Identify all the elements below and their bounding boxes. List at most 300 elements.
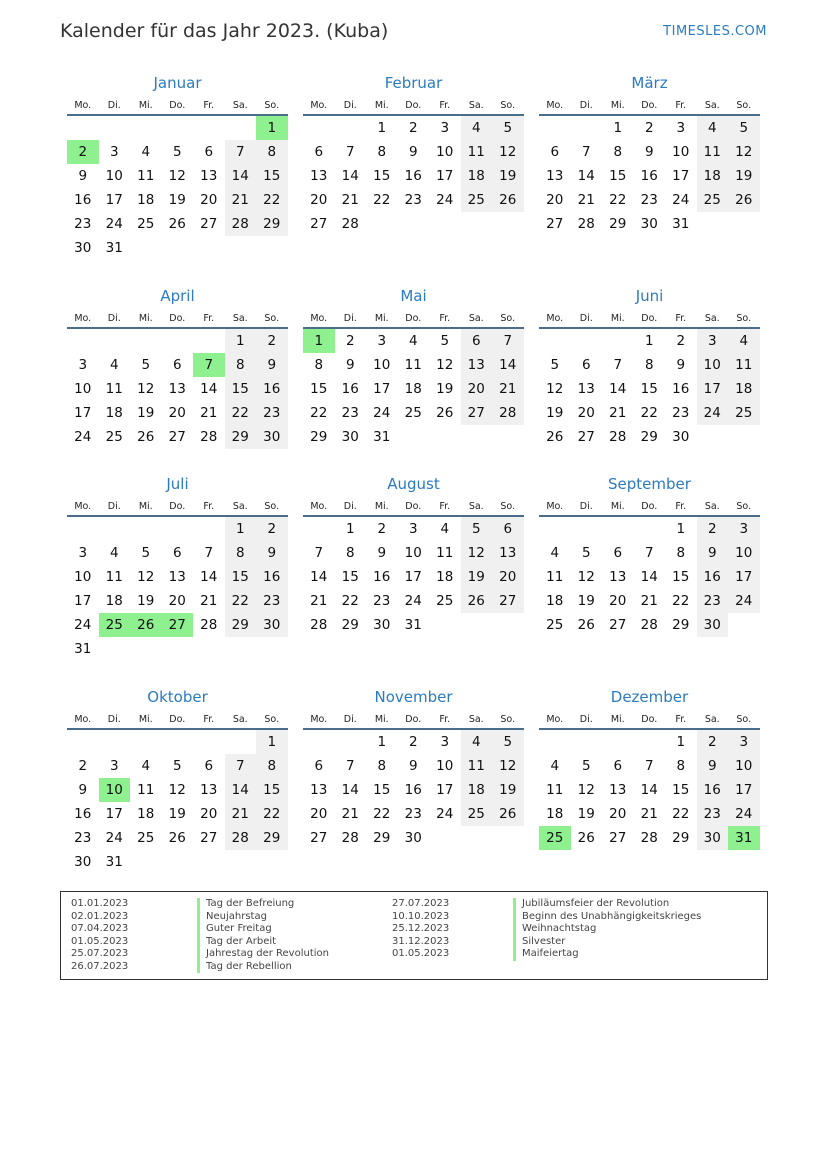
day-cell: 7 xyxy=(204,545,214,561)
day-cell: 3 xyxy=(676,120,686,136)
day-grid xyxy=(303,116,524,236)
day-cell: 24 xyxy=(105,216,123,232)
day-cell: 16 xyxy=(640,168,658,184)
day-cell: 19 xyxy=(461,565,493,589)
day-cell: 23 xyxy=(341,405,359,421)
day-cell: 22 xyxy=(310,405,328,421)
day-cell: 30 xyxy=(256,425,288,449)
weekday-label: Mi. xyxy=(138,100,153,111)
day-cell: 16 xyxy=(256,565,288,589)
holiday-day-cell: 2 xyxy=(67,140,99,164)
day-cell: 6 xyxy=(204,758,214,774)
day-cell: 16 xyxy=(672,381,690,397)
month-4 xyxy=(303,285,524,449)
legend-date: 01.01.2023 xyxy=(71,898,129,909)
day-cell: 24 xyxy=(697,401,729,425)
day-cell: 5 xyxy=(440,333,450,349)
day-cell: 25 xyxy=(137,216,155,232)
empty-cell xyxy=(67,329,99,353)
day-cell: 18 xyxy=(404,381,422,397)
day-cell: 29 xyxy=(373,830,391,846)
day-cell: 22 xyxy=(225,589,257,613)
day-cell: 29 xyxy=(341,617,359,633)
day-cell: 17 xyxy=(728,565,760,589)
day-cell: 9 xyxy=(676,357,686,373)
day-cell: 8 xyxy=(676,758,686,774)
day-cell: 15 xyxy=(310,381,328,397)
empty-cell xyxy=(539,730,571,754)
empty-cell xyxy=(571,329,603,353)
day-cell: 12 xyxy=(137,569,155,585)
weekday-label: Fr. xyxy=(675,501,687,512)
weekday-label: Fr. xyxy=(675,100,687,111)
day-cell: 26 xyxy=(728,188,760,212)
day-grid xyxy=(539,116,760,236)
weekday-label: Fr. xyxy=(675,313,687,324)
weekday-label: Do. xyxy=(405,313,422,324)
legend-date: 02.01.2023 xyxy=(71,910,129,922)
legend-date: 01.05.2023 xyxy=(71,935,129,947)
day-cell: 31 xyxy=(105,854,123,870)
day-cell: 7 xyxy=(345,144,355,160)
day-cell: 23 xyxy=(74,830,92,846)
day-cell: 23 xyxy=(404,806,422,822)
weekday-label: Sa. xyxy=(704,501,720,512)
empty-cell xyxy=(225,116,257,140)
empty-cell xyxy=(130,329,162,353)
weekday-label: Di. xyxy=(343,313,357,324)
day-cell: 30 xyxy=(697,826,729,850)
month-3 xyxy=(67,285,288,449)
weekday-label: Di. xyxy=(107,714,121,725)
weekday-label: Mi. xyxy=(138,501,153,512)
day-cell: 14 xyxy=(200,381,218,397)
day-cell: 11 xyxy=(461,140,493,164)
day-cell: 4 xyxy=(109,545,119,561)
day-cell: 5 xyxy=(550,357,560,373)
holiday-day-cell: 26 xyxy=(130,613,162,637)
day-cell: 4 xyxy=(550,758,560,774)
day-cell: 9 xyxy=(345,357,355,373)
day-cell: 17 xyxy=(74,405,92,421)
day-cell: 15 xyxy=(225,565,257,589)
day-cell: 21 xyxy=(341,192,359,208)
weekday-label: Sa. xyxy=(232,313,248,324)
day-cell: 1 xyxy=(676,521,686,537)
day-cell: 15 xyxy=(373,168,391,184)
day-cell: 21 xyxy=(609,405,627,421)
day-cell: 28 xyxy=(640,617,658,633)
weekday-label: Fr. xyxy=(675,714,687,725)
empty-cell xyxy=(193,730,225,754)
day-cell: 9 xyxy=(256,353,288,377)
empty-cell xyxy=(571,116,603,140)
empty-cell xyxy=(193,116,225,140)
weekday-label: Fr. xyxy=(439,714,451,725)
day-cell: 3 xyxy=(377,333,387,349)
month-name: Juni xyxy=(635,287,664,305)
day-cell: 21 xyxy=(310,593,328,609)
day-cell: 29 xyxy=(672,830,690,846)
day-cell: 18 xyxy=(137,806,155,822)
day-cell: 3 xyxy=(78,357,88,373)
day-cell: 28 xyxy=(225,212,257,236)
day-cell: 31 xyxy=(404,617,422,633)
day-cell: 14 xyxy=(609,381,627,397)
day-cell: 3 xyxy=(78,545,88,561)
day-cell: 16 xyxy=(74,806,92,822)
day-cell: 2 xyxy=(256,329,288,353)
day-cell: 26 xyxy=(546,429,564,445)
day-cell: 5 xyxy=(492,730,524,754)
day-cell: 10 xyxy=(74,569,92,585)
day-cell: 19 xyxy=(577,593,595,609)
day-cell: 24 xyxy=(373,405,391,421)
day-cell: 11 xyxy=(546,782,564,798)
day-cell: 19 xyxy=(546,405,564,421)
day-cell: 7 xyxy=(644,545,654,561)
holiday-day-cell: 10 xyxy=(99,778,131,802)
day-cell: 8 xyxy=(613,144,623,160)
day-cell: 1 xyxy=(225,517,257,541)
day-cell: 19 xyxy=(168,806,186,822)
weekday-label: Mi. xyxy=(610,313,625,324)
day-cell: 9 xyxy=(256,541,288,565)
day-cell: 14 xyxy=(341,782,359,798)
day-cell: 28 xyxy=(310,617,328,633)
day-cell: 10 xyxy=(105,168,123,184)
day-cell: 4 xyxy=(109,357,119,373)
day-cell: 8 xyxy=(644,357,654,373)
day-cell: 12 xyxy=(577,569,595,585)
day-cell: 4 xyxy=(728,329,760,353)
empty-cell xyxy=(99,116,131,140)
empty-cell xyxy=(193,517,225,541)
day-cell: 26 xyxy=(461,589,493,613)
day-cell: 17 xyxy=(697,377,729,401)
empty-cell xyxy=(539,329,571,353)
day-cell: 9 xyxy=(697,541,729,565)
empty-cell xyxy=(571,517,603,541)
day-cell: 2 xyxy=(78,758,88,774)
day-cell: 2 xyxy=(256,517,288,541)
empty-cell xyxy=(539,116,571,140)
empty-cell xyxy=(539,517,571,541)
day-cell: 10 xyxy=(697,353,729,377)
day-cell: 30 xyxy=(640,216,658,232)
day-cell: 20 xyxy=(546,192,564,208)
day-cell: 25 xyxy=(697,188,729,212)
day-cell: 15 xyxy=(225,377,257,401)
empty-cell xyxy=(634,517,666,541)
weekday-label: Mi. xyxy=(374,501,389,512)
day-cell: 20 xyxy=(168,593,186,609)
day-cell: 22 xyxy=(672,593,690,609)
day-cell: 14 xyxy=(640,782,658,798)
day-cell: 29 xyxy=(672,617,690,633)
day-cell: 18 xyxy=(105,593,123,609)
day-cell: 20 xyxy=(492,565,524,589)
day-cell: 21 xyxy=(640,593,658,609)
weekday-label: Mo. xyxy=(74,313,92,324)
empty-cell xyxy=(67,116,99,140)
day-cell: 2 xyxy=(408,734,418,750)
day-cell: 23 xyxy=(74,216,92,232)
day-cell: 13 xyxy=(310,782,328,798)
day-cell: 16 xyxy=(373,569,391,585)
day-cell: 30 xyxy=(672,429,690,445)
day-cell: 27 xyxy=(461,401,493,425)
day-cell: 18 xyxy=(697,164,729,188)
day-cell: 17 xyxy=(105,806,123,822)
weekday-label: Di. xyxy=(579,313,593,324)
day-cell: 25 xyxy=(728,401,760,425)
month-name: Mai xyxy=(400,287,427,305)
weekday-label: Do. xyxy=(641,714,658,725)
day-cell: 13 xyxy=(310,168,328,184)
day-cell: 9 xyxy=(408,144,418,160)
day-cell: 21 xyxy=(200,405,218,421)
day-grid xyxy=(303,517,524,637)
day-cell: 31 xyxy=(672,216,690,232)
day-cell: 22 xyxy=(672,806,690,822)
day-cell: 15 xyxy=(256,778,288,802)
day-cell: 20 xyxy=(609,806,627,822)
day-cell: 22 xyxy=(225,401,257,425)
day-cell: 4 xyxy=(461,730,493,754)
day-cell: 2 xyxy=(676,333,686,349)
day-cell: 22 xyxy=(640,405,658,421)
legend-date: 10.10.2023 xyxy=(392,910,450,922)
day-cell: 27 xyxy=(546,216,564,232)
day-cell: 2 xyxy=(408,120,418,136)
day-cell: 29 xyxy=(225,425,257,449)
weekday-label: So. xyxy=(264,100,280,111)
weekday-label: So. xyxy=(736,501,752,512)
day-cell: 4 xyxy=(141,758,151,774)
weekday-label: Fr. xyxy=(439,313,451,324)
empty-cell xyxy=(162,730,194,754)
day-cell: 17 xyxy=(74,593,92,609)
legend-date: 01.05.2023 xyxy=(392,948,450,959)
day-cell: 17 xyxy=(436,168,454,184)
empty-cell xyxy=(335,730,367,754)
day-cell: 19 xyxy=(728,164,760,188)
day-cell: 18 xyxy=(461,778,493,802)
month-2 xyxy=(539,72,760,236)
weekday-label: Di. xyxy=(579,501,593,512)
day-grid xyxy=(303,730,524,850)
day-cell: 26 xyxy=(168,216,186,232)
day-cell: 12 xyxy=(546,381,564,397)
weekday-label: Sa. xyxy=(704,714,720,725)
day-cell: 13 xyxy=(577,381,595,397)
day-cell: 19 xyxy=(168,192,186,208)
day-cell: 18 xyxy=(436,569,454,585)
weekday-label: Do. xyxy=(169,501,186,512)
empty-cell xyxy=(99,730,131,754)
month-name: September xyxy=(608,475,691,493)
weekday-label: So. xyxy=(736,714,752,725)
day-cell: 2 xyxy=(644,120,654,136)
day-cell: 27 xyxy=(609,617,627,633)
day-cell: 5 xyxy=(172,144,182,160)
weekday-label: Di. xyxy=(343,501,357,512)
day-cell: 17 xyxy=(373,381,391,397)
day-grid xyxy=(303,329,524,449)
month-name: Januar xyxy=(153,74,202,92)
empty-cell xyxy=(162,329,194,353)
day-cell: 24 xyxy=(436,806,454,822)
day-cell: 10 xyxy=(404,545,422,561)
day-cell: 16 xyxy=(404,782,422,798)
day-cell: 1 xyxy=(613,120,623,136)
weekday-label: Do. xyxy=(641,100,658,111)
day-cell: 2 xyxy=(377,521,387,537)
day-cell: 28 xyxy=(200,617,218,633)
day-cell: 16 xyxy=(256,377,288,401)
weekday-label: Do. xyxy=(405,100,422,111)
weekday-label: Di. xyxy=(343,714,357,725)
weekday-label: Mo. xyxy=(546,100,564,111)
day-cell: 5 xyxy=(581,545,591,561)
day-cell: 29 xyxy=(225,613,257,637)
day-cell: 29 xyxy=(609,216,627,232)
day-cell: 26 xyxy=(436,405,454,421)
month-6 xyxy=(67,473,288,661)
day-cell: 22 xyxy=(609,192,627,208)
legend-date: 27.07.2023 xyxy=(392,898,450,909)
weekday-header xyxy=(539,495,760,517)
day-cell: 21 xyxy=(200,593,218,609)
weekday-header xyxy=(67,708,288,730)
day-cell: 14 xyxy=(225,164,257,188)
day-cell: 9 xyxy=(78,782,88,798)
day-cell: 28 xyxy=(341,216,359,232)
day-cell: 12 xyxy=(168,782,186,798)
day-cell: 13 xyxy=(461,353,493,377)
day-cell: 11 xyxy=(137,168,155,184)
day-cell: 28 xyxy=(609,429,627,445)
weekday-label: Do. xyxy=(405,501,422,512)
legend-holiday-name: Neujahrstag xyxy=(197,911,329,924)
month-11 xyxy=(539,686,760,850)
day-cell: 30 xyxy=(404,830,422,846)
day-cell: 6 xyxy=(461,329,493,353)
page-title: Kalender für das Jahr 2023. (Kuba) xyxy=(60,20,389,42)
day-cell: 24 xyxy=(105,830,123,846)
day-cell: 16 xyxy=(404,168,422,184)
weekday-label: Sa. xyxy=(704,313,720,324)
holiday-day-cell: 27 xyxy=(162,613,194,637)
day-grid xyxy=(67,730,288,874)
day-cell: 25 xyxy=(436,593,454,609)
day-cell: 20 xyxy=(310,806,328,822)
day-cell: 1 xyxy=(345,521,355,537)
legend-holiday-name: Jahrestag der Revolution xyxy=(197,948,329,961)
day-cell: 24 xyxy=(436,192,454,208)
weekday-label: Fr. xyxy=(203,313,215,324)
day-cell: 22 xyxy=(341,593,359,609)
day-cell: 27 xyxy=(310,830,328,846)
day-cell: 22 xyxy=(256,188,288,212)
month-name: März xyxy=(631,74,668,92)
day-cell: 8 xyxy=(225,541,257,565)
day-cell: 23 xyxy=(672,405,690,421)
empty-cell xyxy=(130,116,162,140)
day-grid xyxy=(539,730,760,850)
day-cell: 13 xyxy=(609,569,627,585)
day-cell: 25 xyxy=(404,405,422,421)
day-cell: 1 xyxy=(225,329,257,353)
site-link[interactable]: TIMESLES.COM xyxy=(663,24,767,39)
day-cell: 6 xyxy=(492,517,524,541)
legend-date: 26.07.2023 xyxy=(71,960,129,972)
day-cell: 29 xyxy=(640,429,658,445)
day-cell: 9 xyxy=(697,754,729,778)
month-name: August xyxy=(387,475,440,493)
day-cell: 20 xyxy=(200,806,218,822)
weekday-label: Sa. xyxy=(232,714,248,725)
day-cell: 7 xyxy=(492,329,524,353)
day-cell: 14 xyxy=(492,353,524,377)
empty-cell xyxy=(99,329,131,353)
day-cell: 8 xyxy=(256,754,288,778)
weekday-label: Fr. xyxy=(203,501,215,512)
weekday-label: Fr. xyxy=(203,714,215,725)
month-name: Februar xyxy=(384,74,443,92)
holiday-day-cell: 7 xyxy=(193,353,225,377)
day-cell: 11 xyxy=(546,569,564,585)
weekday-label: Do. xyxy=(169,714,186,725)
month-7 xyxy=(303,473,524,637)
day-cell: 25 xyxy=(546,617,564,633)
legend-date: 07.04.2023 xyxy=(71,923,129,934)
weekday-label: So. xyxy=(500,714,516,725)
day-cell: 4 xyxy=(461,116,493,140)
day-cell: 10 xyxy=(728,541,760,565)
day-cell: 20 xyxy=(310,192,328,208)
day-cell: 14 xyxy=(640,569,658,585)
day-cell: 12 xyxy=(577,782,595,798)
weekday-label: Mo. xyxy=(74,100,92,111)
day-cell: 19 xyxy=(137,593,155,609)
weekday-label: Sa. xyxy=(468,313,484,324)
day-cell: 13 xyxy=(546,168,564,184)
day-cell: 12 xyxy=(137,381,155,397)
weekday-label: Mo. xyxy=(310,313,328,324)
day-cell: 12 xyxy=(461,541,493,565)
weekday-label: Di. xyxy=(107,100,121,111)
weekday-label: So. xyxy=(500,501,516,512)
legend-holiday-name: Weihnachtstag xyxy=(513,923,701,936)
day-cell: 29 xyxy=(310,429,328,445)
day-cell: 1 xyxy=(256,730,288,754)
weekday-header xyxy=(539,307,760,329)
day-cell: 15 xyxy=(672,569,690,585)
day-cell: 28 xyxy=(200,429,218,445)
day-cell: 15 xyxy=(640,381,658,397)
legend-date: 25.07.2023 xyxy=(71,948,129,959)
day-cell: 13 xyxy=(609,782,627,798)
day-cell: 18 xyxy=(546,806,564,822)
day-cell: 4 xyxy=(550,545,560,561)
day-cell: 7 xyxy=(581,144,591,160)
empty-cell xyxy=(602,329,634,353)
legend-date: 25.12.2023 xyxy=(392,923,450,934)
day-cell: 27 xyxy=(200,830,218,846)
weekday-label: So. xyxy=(264,501,280,512)
